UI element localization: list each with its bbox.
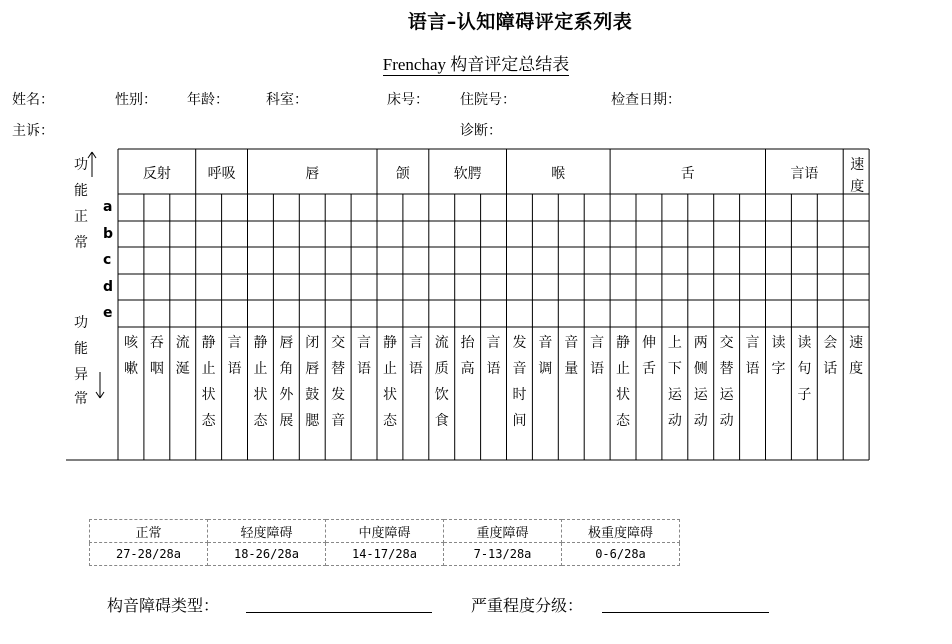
row-letter: c <box>103 252 112 268</box>
item-label: 上 下 运 动 <box>667 335 682 429</box>
item-label: 两 侧 运 动 <box>693 335 708 429</box>
item-label: 静 止 状 态 <box>382 335 397 429</box>
item-label: 闭 唇 鼓 腮 <box>305 335 320 429</box>
exam-date-label: 检查日期： <box>611 92 681 108</box>
group-header: 反射 <box>142 166 171 182</box>
side-label-abnormal: 能 <box>74 341 88 357</box>
inpatient-no-label: 住院号： <box>460 92 516 108</box>
item-label: 言 语 <box>486 335 501 377</box>
item-label: 会 话 <box>823 335 838 377</box>
item-label: 言 语 <box>745 335 760 377</box>
severity-grade-blank[interactable] <box>602 612 769 613</box>
group-header: 言语 <box>790 166 819 182</box>
down-arrow-head <box>96 392 100 398</box>
item-label: 抬 高 <box>460 335 475 377</box>
side-label-abnormal: 功 <box>74 315 88 331</box>
legend-range: 0-6/28a <box>562 543 680 566</box>
dysarthria-type-label: 构音障碍类型： <box>107 596 220 615</box>
item-label: 吞 咽 <box>149 335 164 377</box>
legend-ranges-row <box>90 543 680 566</box>
group-header: 速度 <box>850 157 865 195</box>
item-label: 伸 舌 <box>641 335 656 377</box>
item-label: 读 字 <box>771 335 786 377</box>
group-header: 呼吸 <box>207 166 236 182</box>
legend-range: 27-28/28a <box>90 543 208 566</box>
legend-level: 中度障碍 <box>326 520 444 543</box>
item-label: 音 量 <box>564 335 579 377</box>
legend-level: 轻度障碍 <box>208 520 326 543</box>
row-letter: a <box>103 199 113 215</box>
item-label: 交 替 运 动 <box>719 335 734 429</box>
side-label-normal: 能 <box>74 183 88 199</box>
group-header: 软腭 <box>453 166 482 182</box>
item-label: 言 语 <box>590 335 605 377</box>
legend-level: 重度障碍 <box>444 520 562 543</box>
subtitle-text: Frenchay 构音评定总结表 <box>382 55 570 74</box>
complaint-label: 主诉： <box>12 123 54 139</box>
item-label: 咳 嗽 <box>123 335 138 377</box>
sex-label: 性别： <box>115 92 157 108</box>
item-label: 唇 角 外 展 <box>279 335 294 429</box>
legend-range: 18-26/28a <box>208 543 326 566</box>
legend-range: 7-13/28a <box>444 543 562 566</box>
side-label-abnormal: 异 <box>74 367 88 383</box>
item-label: 言 语 <box>408 335 423 377</box>
legend-level: 正常 <box>90 520 208 543</box>
side-label-normal: 常 <box>74 235 88 251</box>
age-label: 年龄： <box>187 92 229 108</box>
side-label-normal: 正 <box>74 209 88 225</box>
row-letter: e <box>103 305 113 321</box>
group-header: 唇 <box>305 166 320 182</box>
item-label: 流 质 饮 食 <box>434 335 449 429</box>
severity-grade-label: 严重程度分级： <box>471 596 584 615</box>
row-letter: d <box>103 279 114 295</box>
group-header: 喉 <box>551 166 566 182</box>
side-label-abnormal: 常 <box>74 391 88 407</box>
row-letter: b <box>103 226 114 242</box>
name-label: 姓名： <box>12 92 54 108</box>
item-label: 言 语 <box>227 335 242 377</box>
side-label-normal: 功 <box>74 157 88 173</box>
item-label: 静 止 状 态 <box>253 335 268 429</box>
down-arrow-head <box>100 392 104 398</box>
up-arrow-head <box>88 152 92 158</box>
item-label: 交 替 发 音 <box>331 335 346 429</box>
group-header: 舌 <box>680 166 695 182</box>
legend-level: 极重度障碍 <box>562 520 680 543</box>
department-label: 科室： <box>266 92 308 108</box>
diagnosis-label: 诊断： <box>460 123 502 139</box>
item-label: 静 止 状 态 <box>616 335 631 429</box>
item-label: 言 语 <box>357 335 372 377</box>
item-label: 静 止 状 态 <box>201 335 216 429</box>
legend-range: 14-17/28a <box>326 543 444 566</box>
group-header: 颌 <box>395 166 410 182</box>
severity-legend <box>89 519 680 566</box>
bed-label: 床号： <box>387 92 429 108</box>
item-label: 发 音 时 间 <box>512 335 527 429</box>
page-title: 语言–认知障碍评定系列表 <box>407 11 633 33</box>
legend-levels-row <box>90 520 680 543</box>
dysarthria-type-blank[interactable] <box>246 612 432 613</box>
item-label: 读 句 子 <box>797 335 812 403</box>
up-arrow-head <box>92 152 96 158</box>
item-label: 音 调 <box>538 335 553 377</box>
item-label: 速 度 <box>849 335 864 377</box>
item-label: 流 涎 <box>175 335 190 377</box>
